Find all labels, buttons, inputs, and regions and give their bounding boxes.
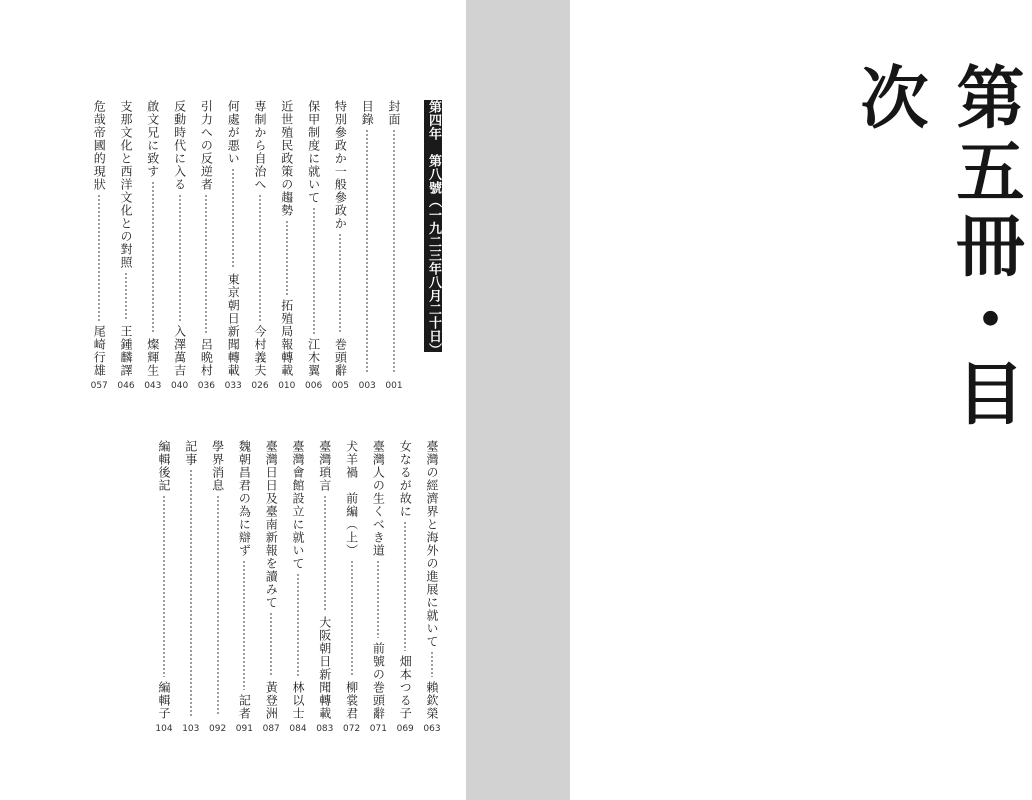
title-band [466, 0, 1024, 800]
entry-author: 巻頭辭 [333, 338, 348, 377]
leader-dots [152, 181, 154, 334]
toc-entry[interactable] [424, 440, 440, 738]
entry-page-number: 046 [117, 381, 135, 391]
entry-title: 學界消息 [210, 440, 225, 492]
leader-dots [393, 129, 395, 373]
toc-entry[interactable] [344, 440, 360, 738]
entry-author: 今村義夫 [253, 325, 267, 377]
issue-header-label: 第四年 第八號（一九二三年八月二十日） [426, 100, 441, 357]
leader-dots [243, 560, 245, 690]
entry-title: 編輯後記 [157, 440, 171, 492]
leader-dots [366, 129, 368, 373]
leader-dots [232, 168, 234, 269]
entry-page-number: 010 [278, 381, 296, 391]
entry-title: 保甲制度に就いて [306, 100, 321, 204]
entry-author: 林以士 [291, 681, 305, 720]
entry-author: 畑本つる子 [398, 655, 413, 720]
entry-author: 賴欽榮 [425, 681, 439, 720]
entry-page-number: 036 [197, 381, 215, 391]
leader-dots [431, 651, 433, 677]
toc-entry[interactable] [397, 440, 413, 738]
issue-header [424, 100, 441, 357]
leader-dots [339, 233, 341, 334]
leader-dots [205, 194, 207, 334]
toc-entry[interactable] [306, 100, 322, 395]
entry-author: 編輯子 [157, 681, 171, 720]
entry-page-number: 026 [251, 381, 269, 391]
entry-page-number: 084 [289, 724, 307, 734]
entry-title: 専制から自治へ [253, 100, 267, 191]
entry-title: 反動時代に入る [172, 100, 187, 191]
toc-entry[interactable] [370, 440, 386, 738]
entry-page-number: 069 [396, 724, 414, 734]
toc-entry[interactable] [332, 100, 348, 395]
leader-dots [297, 573, 299, 677]
toc-entry[interactable] [156, 440, 172, 738]
leader-dots [377, 560, 379, 638]
entry-title: 何處が悪い [226, 100, 241, 165]
entry-page-number: 003 [358, 381, 376, 391]
entry-title: 魏朝昌君の為に辯ず [237, 440, 252, 557]
entry-title: 臺灣會館設立に就いて [291, 440, 305, 570]
entry-page-number: 040 [171, 381, 189, 391]
entry-page-number: 071 [369, 724, 387, 734]
toc-entry[interactable] [225, 100, 241, 395]
entry-author: 東京朝日新聞轉載 [226, 273, 241, 377]
leader-dots [179, 194, 181, 321]
entry-title: 支那文化と西洋文化との對照 [119, 100, 133, 269]
entry-page-number: 063 [423, 724, 441, 734]
toc-entry[interactable] [145, 100, 161, 395]
leader-dots [98, 194, 100, 321]
entry-title: 啟文兄に致す [145, 100, 160, 178]
toc-entry[interactable] [263, 440, 279, 738]
leader-dots [324, 495, 326, 612]
entry-title: 近世殖民政策の趨勢 [279, 100, 294, 217]
leader-dots [190, 469, 192, 716]
entry-title: 危哉帝國的現狀 [92, 100, 107, 191]
entry-page-number: 005 [331, 381, 349, 391]
toc-entry[interactable] [198, 100, 214, 395]
entry-page-number: 072 [343, 724, 361, 734]
entry-title: 特別參政か一般參政か [333, 100, 348, 230]
entry-title: 臺灣瑣言 [317, 440, 332, 492]
entry-author: 江木翼 [306, 338, 321, 377]
entry-title: 臺灣人の生くべき道 [371, 440, 386, 557]
entry-page-number: 091 [235, 724, 253, 734]
toc-entry[interactable] [183, 440, 199, 738]
entry-author: 拓殖局報轉載 [279, 299, 294, 377]
entry-author: 呂晩村 [199, 338, 214, 377]
entry-page-number: 033 [224, 381, 242, 391]
leader-dots [313, 207, 315, 334]
leader-dots [270, 612, 272, 677]
entry-title: 引力への反逆者 [199, 100, 214, 191]
leader-dots [404, 521, 406, 651]
leader-dots [125, 272, 127, 321]
entry-page-number: 006 [305, 381, 323, 391]
entry-author: 入澤萬吉 [172, 325, 187, 377]
entry-author: 前號の巻頭辭 [371, 642, 386, 720]
entry-page-number: 083 [316, 724, 334, 734]
entry-author: 柳裳君 [344, 681, 359, 720]
entry-author: 黃登洲 [264, 681, 279, 720]
entry-title: 女なるが故に [398, 440, 413, 518]
entry-page-number: 043 [144, 381, 162, 391]
toc-entry[interactable] [118, 100, 134, 395]
entry-page-number: 092 [209, 724, 227, 734]
entry-title: 臺灣日日及臺南新報を讀みて [264, 440, 279, 609]
toc-entry[interactable] [386, 100, 402, 395]
leader-dots [217, 495, 219, 716]
entry-title: 臺灣の經濟界と海外の進展に就いて [425, 440, 439, 648]
volume-title: 第五冊・目次 [849, 62, 1024, 432]
entry-page-number: 087 [262, 724, 280, 734]
entry-title: 犬羊禍 前編（上） [344, 440, 359, 557]
entry-title: 封面 [387, 100, 401, 126]
entry-author: 大阪朝日新聞轉載 [317, 616, 332, 720]
entry-title: 目錄 [360, 100, 375, 126]
toc-entry[interactable] [359, 100, 375, 395]
entry-title: 記事 [183, 440, 198, 466]
entry-author: 記者 [237, 694, 252, 720]
entry-page-number: 103 [182, 724, 200, 734]
entry-author: 王鍾麟譯 [119, 325, 133, 377]
toc-entry[interactable] [290, 440, 306, 738]
leader-dots [259, 194, 261, 321]
entry-page-number: 001 [385, 381, 403, 391]
toc-entry[interactable] [279, 100, 295, 395]
entry-author: 燦輝生 [145, 338, 160, 377]
leader-dots [351, 560, 353, 677]
leader-dots [163, 495, 165, 677]
entry-page-number: 104 [155, 724, 173, 734]
toc-entry[interactable] [210, 440, 226, 738]
toc-entry[interactable] [172, 100, 188, 395]
toc-entry[interactable] [317, 440, 333, 738]
toc-entry[interactable] [236, 440, 252, 738]
entry-page-number: 057 [90, 381, 108, 391]
toc-entry[interactable] [252, 100, 268, 395]
leader-dots [286, 220, 288, 295]
entry-author: 尾崎行雄 [92, 325, 107, 377]
toc-entry[interactable] [91, 100, 107, 395]
